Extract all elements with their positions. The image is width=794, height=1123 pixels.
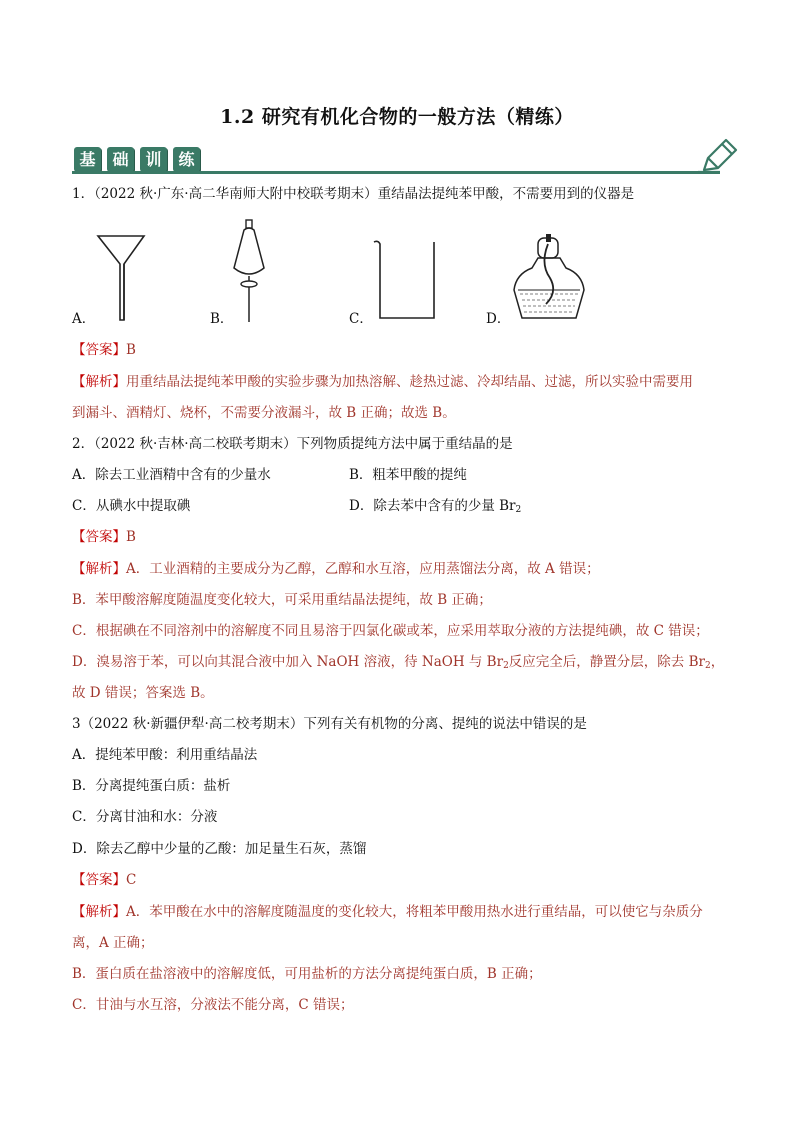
q3-stem: 3（2022 秋·新疆伊犁·高二校考期末）下列有关有机物的分离、提纯的说法中错误的是 — [72, 716, 587, 732]
q3-option-b: B．分离提纯蛋白质：盐析 — [72, 778, 231, 794]
banner-char-4: 练 — [173, 147, 200, 172]
q2-analysis-d-sub2: 2 — [704, 661, 711, 671]
q3-analysis-a-text: A．苯甲酸在水中的溶解度随温度的变化较大，将粗苯甲酸用热水进行重结晶，可以使它与杂质分 — [126, 904, 703, 920]
page-title: 1.2 研究有机化合物的一般方法（精练） — [220, 106, 574, 128]
q1-option-d: D． — [486, 311, 511, 327]
q2-answer-tag: 【答案】 — [72, 529, 126, 545]
banner-underline — [72, 171, 720, 174]
q1-analysis-line-1 — [72, 372, 693, 392]
q2-option-d-text: D．除去苯中含有的少量 Br — [349, 498, 516, 514]
q1-answer-value: B — [126, 342, 136, 358]
q3-option-c: C．分离甘油和水：分液 — [72, 809, 218, 825]
q3-analysis-tag: 【解析】 — [72, 904, 126, 920]
q2-analysis-b: B．苯甲酸溶解度随温度变化较大，可采用重结晶法提纯，故 B 正确； — [72, 592, 492, 608]
q2-option-c: C．从碘水中提取碘 — [72, 498, 191, 514]
q2-analysis-d-part1: D．溴易溶于苯，可以向其混合液中加入 NaOH 溶液，待 NaOH 与 Br — [72, 654, 504, 670]
q1-answer — [72, 340, 136, 360]
q2-answer-value: B — [126, 529, 136, 545]
q3-analysis-a-cont: 离，A 正确； — [72, 935, 154, 951]
q3-analysis-b: B．蛋白质在盐溶液中的溶解度低，可用盐析的方法分离提纯蛋白质，B 正确； — [72, 966, 542, 982]
q2-analysis-d — [72, 652, 724, 676]
q3-analysis-c: C．甘油与水互溶，分液法不能分离，C 错误； — [72, 997, 354, 1013]
banner-char-1: 基 — [74, 147, 101, 172]
q2-analysis-a — [72, 559, 600, 579]
q1-option-b: B． — [210, 311, 234, 327]
funnel-figure — [96, 234, 148, 324]
q2-analysis-tag: 【解析】 — [72, 561, 126, 577]
q3-option-d: D．除去乙醇中少量的乙酸：加足量生石灰，蒸馏 — [72, 841, 367, 857]
q2-analysis-d-sub1: 2 — [503, 661, 509, 671]
banner-char-3: 训 — [140, 147, 167, 172]
q1-analysis-tag: 【解析】 — [72, 374, 126, 390]
q3-option-a: A．提纯苯甲酸：利用重结晶法 — [72, 747, 258, 763]
q1-option-a: A． — [72, 311, 96, 327]
q2-answer — [72, 527, 136, 547]
banner-char-2: 础 — [107, 147, 134, 172]
q2-stem: 2．（2022 秋·吉林·高二校联考期末）下列物质提纯方法中属于重结晶的是 — [72, 436, 513, 452]
q2-analysis-c: C．根据碘在不同溶剂中的溶解度不同且易溶于四氯化碳或苯，应采用萃取分液的方法提纯碘，故 C 错误； — [72, 623, 709, 639]
separatory-funnel-figure — [232, 218, 268, 324]
q1-analysis-text-1: 用重结晶法提纯苯甲酸的实验步骤为加热溶解、趁热过滤、冷却结晶、过滤，所以实验中需要用 — [126, 374, 693, 390]
q1-analysis-line-2: 到漏斗、酒精灯、烧杯，不需要分液漏斗，故 B 正确；故选 B。 — [72, 405, 456, 421]
q3-analysis-a — [72, 902, 703, 922]
q2-analysis-a-text: A．工业酒精的主要成分为乙醇，乙醇和水互溶，应用蒸馏法分离，故 A 错误； — [126, 561, 600, 577]
q1-answer-tag: 【答案】 — [72, 342, 126, 358]
q1-option-c: C． — [349, 311, 373, 327]
q1-stem: 1．（2022 秋·广东·高二华南师大附中校联考期末）重结晶法提纯苯甲酸，不需要用到的仪器是 — [72, 186, 635, 202]
q3-answer-value: C — [126, 872, 137, 888]
q2-analysis-d-part3: ， — [710, 654, 725, 670]
q2-option-b: B．粗苯甲酸的提纯 — [349, 467, 467, 483]
q3-answer — [72, 870, 136, 890]
q2-option-d — [349, 496, 521, 520]
q2-option-d-subscript: 2 — [515, 505, 522, 515]
q2-analysis-d-part2: 反应完全后，静置分层，除去 Br — [508, 654, 705, 670]
q2-option-a: A．除去工业酒精中含有的少量水 — [72, 467, 271, 483]
beaker-figure — [372, 238, 440, 322]
q3-answer-tag: 【答案】 — [72, 872, 126, 888]
alcohol-lamp-figure — [510, 234, 588, 324]
q2-analysis-d-cont: 故 D 错误；答案选 B。 — [72, 685, 214, 701]
pencil-icon — [698, 136, 742, 176]
